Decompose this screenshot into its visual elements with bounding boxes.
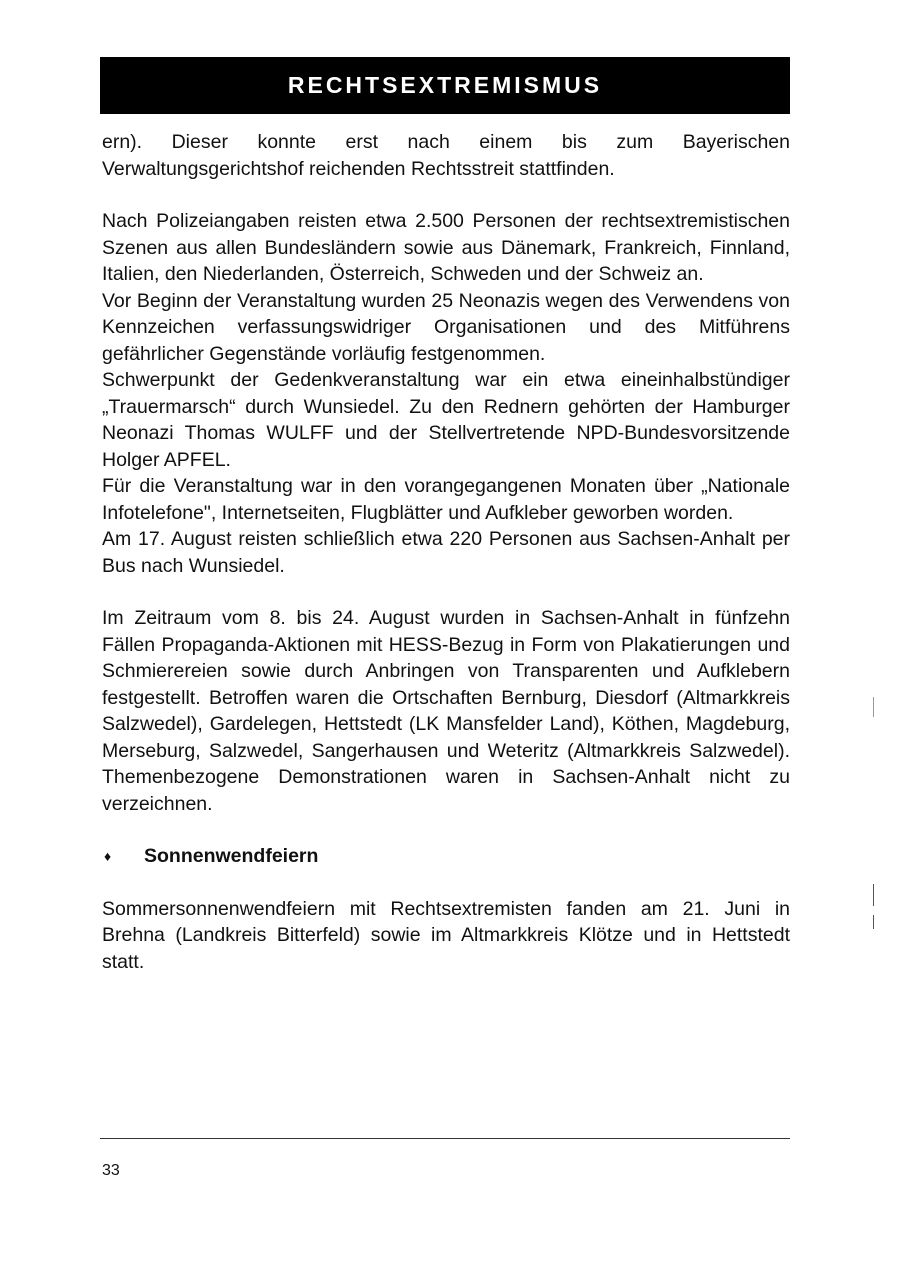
diamond-bullet-icon: ♦ [104,848,112,864]
scan-margin-mark [873,884,874,906]
page-header-title: RECHTSEXTREMISMUS [287,72,603,98]
paragraph-continuation: ern). Dieser konnte erst nach einem bis zum Bayerischen Verwaltungsgerichtshof reichenden Rechtsstreit stattfinden. [102,131,790,180]
page-header-bar [100,57,790,114]
paragraph-solstice: Sommersonnenwendfeiern mit Rechtsextremisten fanden am 21. Juni in Brehna (Landkreis Bitterfeld) sowie im Altmarkkreis Klötze und in Hettstedt statt. [102,897,790,973]
section-heading-text: Sonnenwendfeiern [144,845,319,867]
scan-margin-mark [873,697,874,717]
page-content [102,129,790,975]
paragraph-gap [102,579,790,605]
paragraph-propaganda: Im Zeitraum vom 8. bis 24. August wurden in Sachsen-Anhalt in fünfzehn Fällen Propaganda-Aktionen mit HESS-Bezug in Form von Plakatierungen und Schmierereien sowie durch Anbringen von Transparenten und Aufklebern festgestellt. Betroffen waren die Ortschaften Bernburg, Diesdorf (Altmarkkreis Salzwedel), Gardelegen, Hettstedt (LK Mansfelder Land), Köthen, Magdeburg, Merseburg, Salzwedel, Sangerhausen und Weteritz (Altmarkkreis Salzwedel). Themenbezogene Demonstrationen waren in Sachsen-Anhalt nicht zu verzeichnen. [102,607,790,815]
section-heading [102,843,790,870]
paragraph-advertising: Für die Veranstaltung war in den vorangegangenen Monaten über „Nationale Infotelefone", Internetseiten, Flugblätter und Aufkleber geworben worden. [102,475,790,524]
paragraph-arrests: Vor Beginn der Veranstaltung wurden 25 Neonazis wegen des Verwendens von Kennzeichen verfassungswidriger Organisationen und des Mitführens gefährlicher Gegenstände vorläufig festgenommen. [102,289,790,365]
paragraph-gap [102,817,790,843]
paragraph-participants: Nach Polizeiangaben reisten etwa 2.500 Personen der rechtsextremistischen Szenen aus allen Bundesländern sowie aus Dänemark, Frankreich, Finnland, Italien, den Niederlanden, Österreich, Schweden und der Schweiz an. [102,210,790,285]
scan-margin-mark [873,915,874,929]
paragraph-gap [102,182,790,208]
paragraph-saxony-travel: Am 17. August reisten schließlich etwa 220 Personen aus Sachsen-Anhalt per Bus nach Wunsiedel. [102,528,790,577]
paragraph-march: Schwerpunkt der Gedenkveranstaltung war ein etwa eineinhalbstündiger „Trauermarsch“ durch Wunsiedel. Zu den Rednern gehörten der Hamburger Neonazi Thomas WULFF und der Stellvertretende NPD-Bundesvorsitzende Holger APFEL. [102,369,790,471]
page-number: 33 [102,1162,120,1179]
footer-divider [100,1138,790,1139]
paragraph-gap [102,870,790,896]
